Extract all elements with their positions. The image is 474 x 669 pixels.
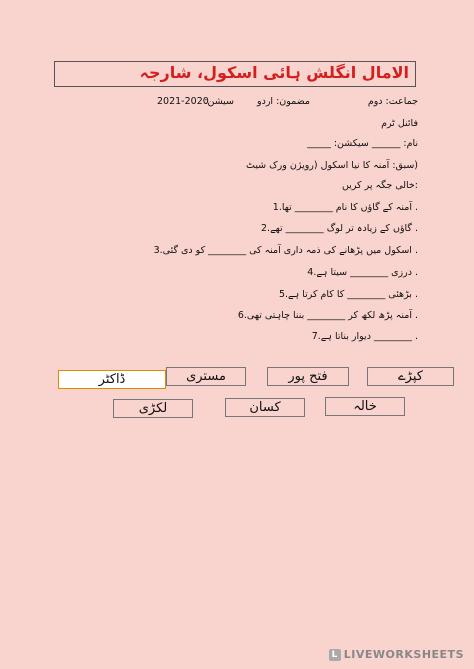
school-title: الامال انگلش ہائی اسکول، شارجہ (139, 63, 409, 82)
class-info: جماعت: دوم (367, 96, 418, 107)
subject-info: مضمون: اردو (257, 96, 310, 107)
word-option-fatehpur[interactable]: فتح پور (267, 367, 349, 386)
word-option-doctor[interactable]: ڈاکٹر (58, 370, 166, 389)
question-3[interactable]: . اسکول میں پڑھانے کی ذمہ داری آمنہ کی ________ کو دی گئی.3 (153, 245, 418, 256)
question-2[interactable]: . گاؤں کے زیادہ تر لوگ ________ تھے.2 (261, 223, 418, 234)
question-1[interactable]: . آمنہ کے گاؤں کا نام ________ تھا.1 (272, 202, 418, 213)
instructions: :خالی جگہ پر کریں (341, 180, 418, 191)
question-7[interactable]: . ________ دیوار بناتا ہے.7 (311, 331, 418, 342)
title-box (54, 61, 416, 87)
liveworksheets-footer[interactable] (329, 648, 464, 661)
liveworksheets-logo-icon: L (329, 649, 341, 661)
word-option-kapray[interactable]: کپڑے (367, 367, 454, 386)
word-option-lakri[interactable]: لکڑی (113, 399, 193, 418)
question-5[interactable]: . بڑھئی ________ کا کام کرتا ہے.5 (278, 289, 418, 300)
question-4[interactable]: . درزی ________ سیتا ہے.4 (307, 267, 418, 278)
question-6[interactable]: . آمنہ پڑھ لکھ کر ________ بننا چاہتی تھی.6 (237, 310, 418, 321)
session-label: سیشن: (204, 96, 234, 107)
session-year: 2021-2020 (157, 96, 209, 107)
word-option-kisan[interactable]: کسان (225, 398, 305, 417)
brand-name: LIVEWORKSHEETS (343, 648, 464, 661)
word-option-khala[interactable]: خالہ (325, 397, 405, 416)
name-section-row: نام: ______ سیکشن: _____ (307, 138, 418, 149)
lesson-title: (سبق: آمنہ کا نیا اسکول (رویژن ورک شیٹ (245, 160, 418, 171)
term-label: فائنل ٹرم (381, 118, 418, 129)
word-option-mistri[interactable]: مستری (166, 367, 246, 386)
